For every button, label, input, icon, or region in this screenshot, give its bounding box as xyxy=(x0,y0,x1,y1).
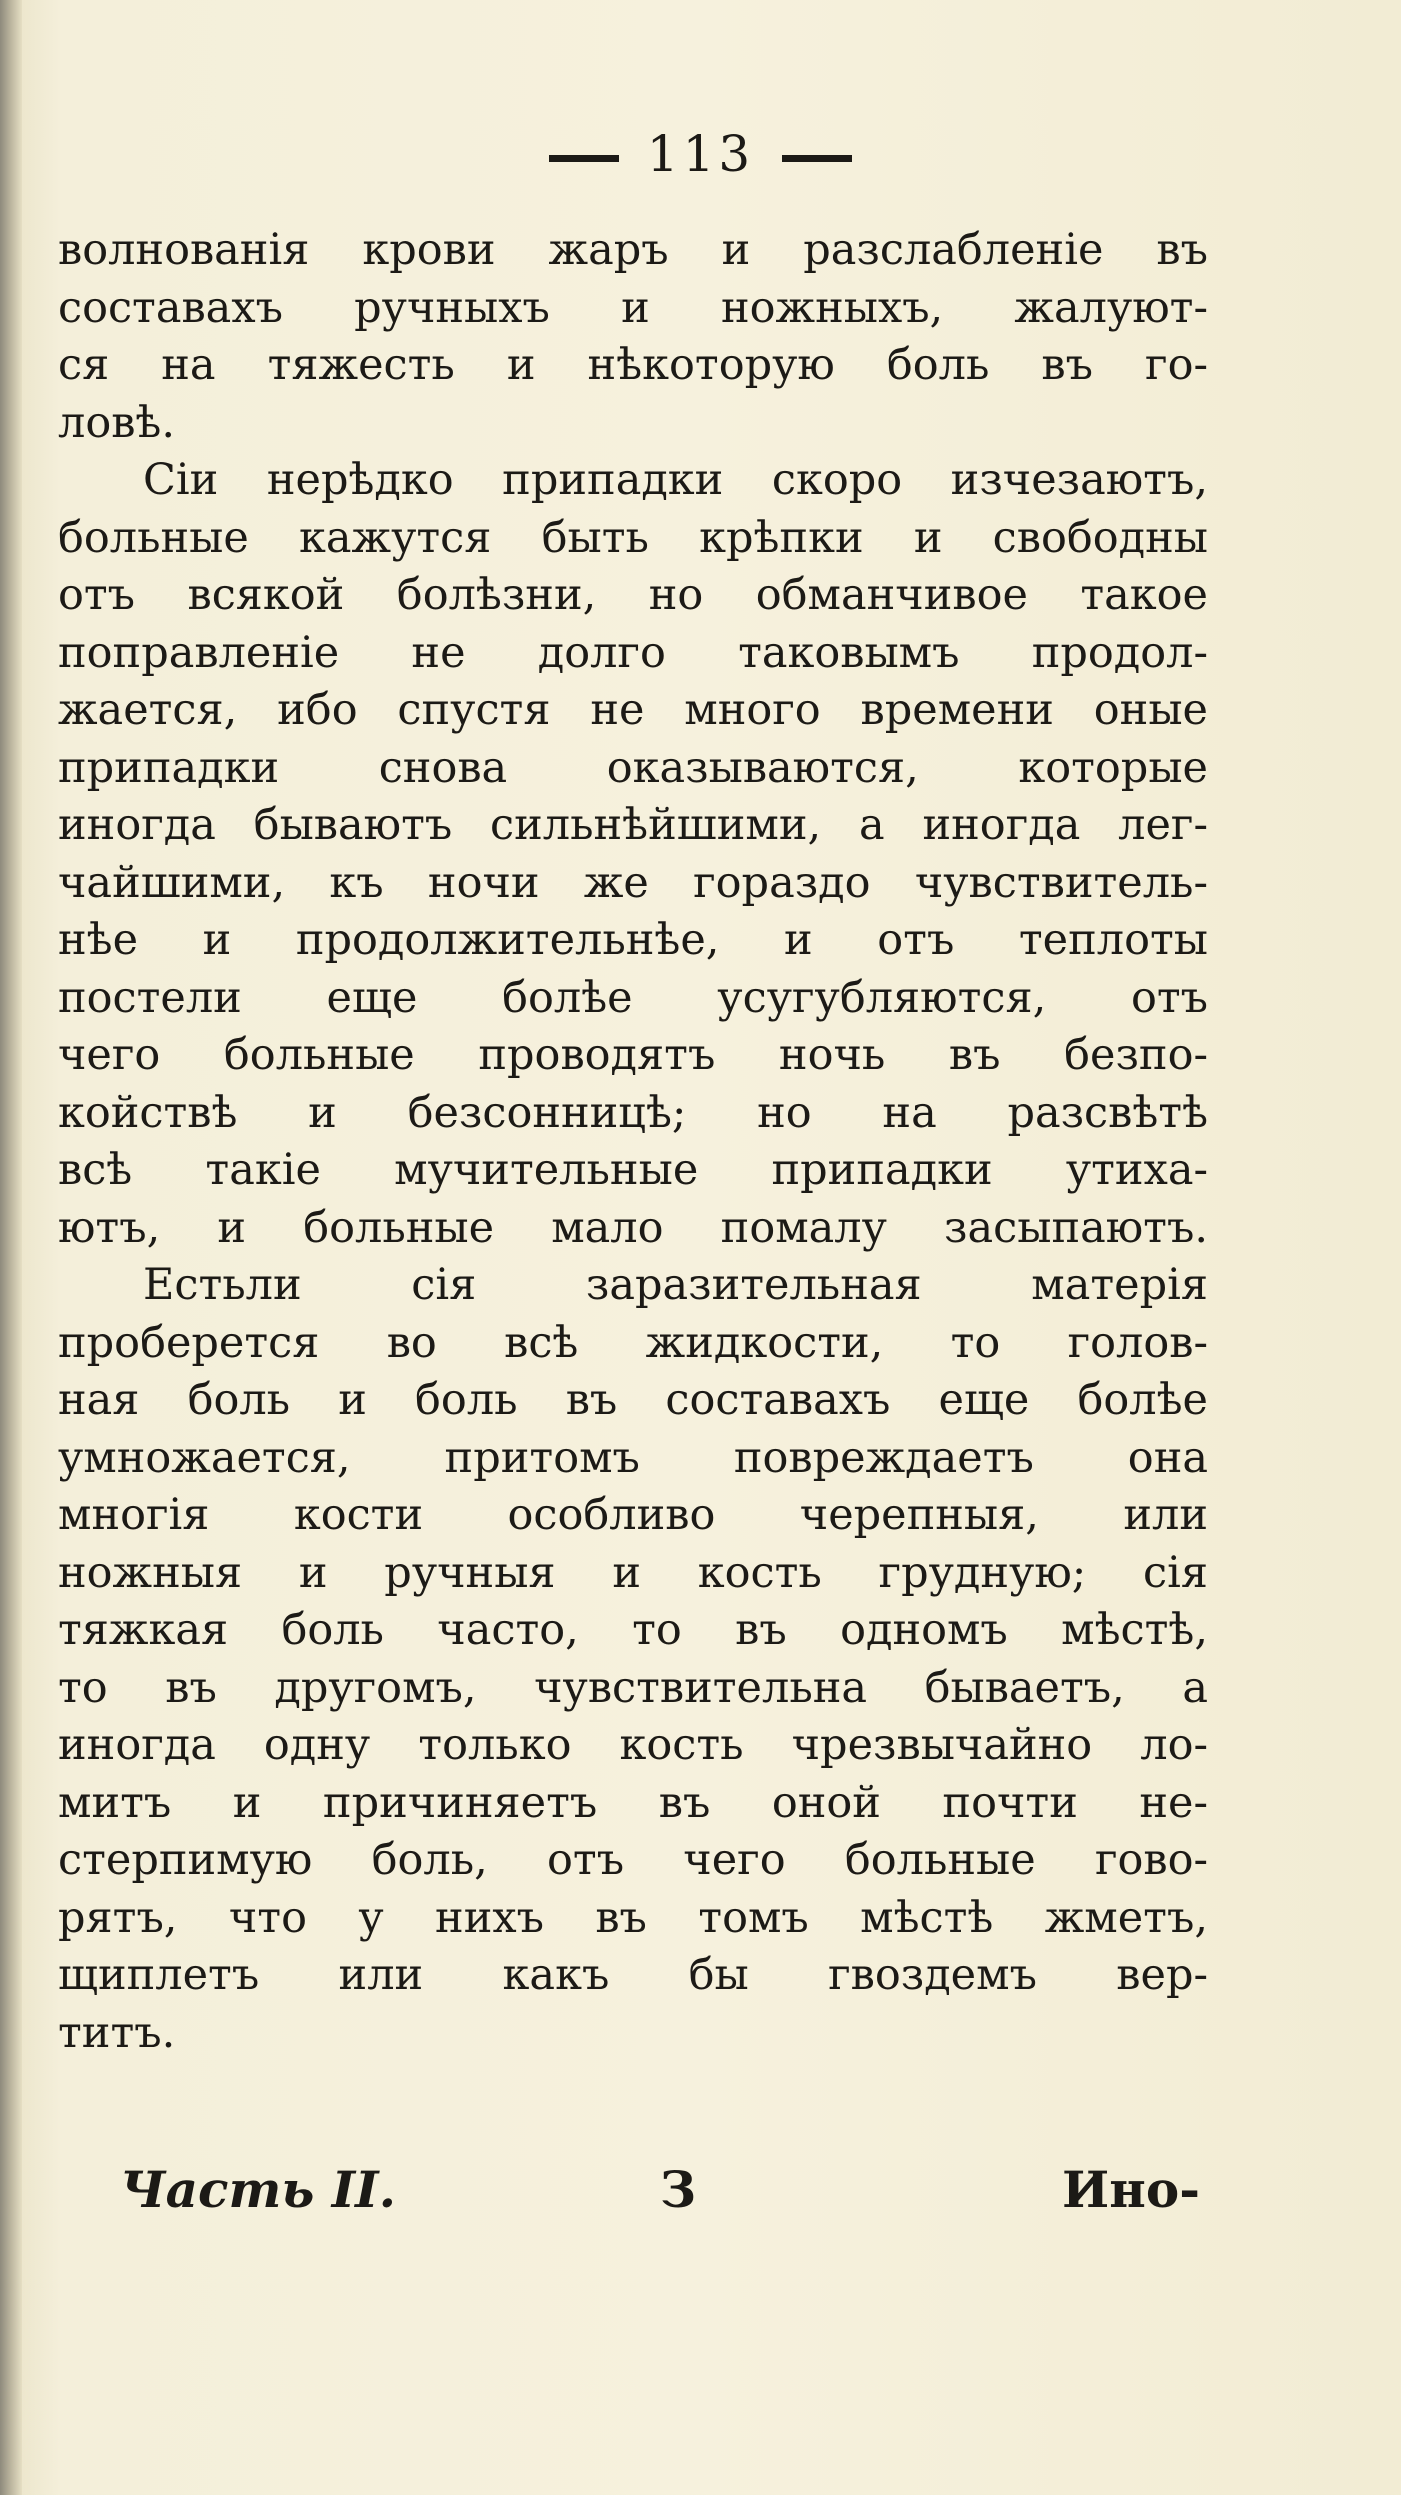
text-line: ная боль и боль въ составахъ еще болѣе xyxy=(58,1375,1208,1425)
page-footer xyxy=(120,2160,1200,2230)
text-line: поправленіе не долго таковымъ продол- xyxy=(58,627,1208,678)
header-dash-left xyxy=(549,155,619,162)
text-line: жается, ибо спустя не много времени оные xyxy=(58,685,1208,735)
text-line: всѣ такіе мучительные припадки утиха- xyxy=(58,1145,1208,1195)
volume-part: Часть II. xyxy=(120,2160,396,2219)
text-line: щиплетъ или какъ бы гвоздемъ вер- xyxy=(58,1950,1208,2000)
text-line: отъ всякой болѣзни, но обманчивое такое xyxy=(58,570,1208,620)
text-line: многія кости особливо черепныя, или xyxy=(58,1490,1208,1540)
text-line: ножныя и ручныя и кость грудную; сія xyxy=(58,1547,1208,1598)
text-line: чайшими, къ ночи же гораздо чувствитель- xyxy=(58,857,1208,908)
text-line: волнованія крови жаръ и разслабленіе въ xyxy=(58,225,1208,275)
page-header xyxy=(0,125,1401,183)
text-line: чего больные проводятъ ночь въ безпо- xyxy=(58,1030,1208,1080)
text-line: койствѣ и безсонницѣ; но на разсвѣтѣ xyxy=(58,1087,1208,1138)
text-line: постели еще болѣе усугубляются, отъ xyxy=(58,972,1208,1023)
text-line: иногда одну только кость чрезвычайно ло- xyxy=(58,1720,1208,1770)
text-line: проберется во всѣ жидкости, то голов- xyxy=(58,1317,1208,1368)
signature-mark: З xyxy=(660,2160,697,2219)
text-line: Естьли сія заразительная матерія xyxy=(143,1260,1208,1310)
text-line: припадки снова оказываются, которые xyxy=(58,742,1208,793)
text-line: умножается, притомъ повреждаетъ она xyxy=(58,1432,1208,1483)
text-line: ютъ, и больные мало помалу засыпаютъ. xyxy=(58,1202,1208,1253)
text-line: тяжкая боль часто, то въ одномъ мѣстѣ, xyxy=(58,1605,1208,1655)
text-line: то въ другомъ, чувствительна бываетъ, а xyxy=(58,1662,1208,1713)
text-line: титъ. xyxy=(58,2007,176,2058)
text-line: рятъ, что у нихъ въ томъ мѣстѣ жметъ, xyxy=(58,1892,1208,1943)
text-line: Сіи нерѣдко припадки скоро изчезаютъ, xyxy=(143,455,1208,505)
body-text xyxy=(58,222,1208,2062)
text-line: составахъ ручныхъ и ножныхъ, жалуют- xyxy=(58,282,1208,333)
text-line: нѣе и продолжительнѣе, и отъ теплоты xyxy=(58,915,1208,965)
text-line: ловѣ. xyxy=(58,397,176,448)
text-line: ся на тяжесть и нѣкоторую боль въ го- xyxy=(58,340,1208,390)
text-line: митъ и причиняетъ въ оной почти не- xyxy=(58,1777,1208,1828)
page-binding-edge xyxy=(0,0,22,2495)
text-line: иногда бываютъ сильнѣйшими, а иногда лег- xyxy=(58,800,1208,850)
header-dash-right xyxy=(782,155,852,162)
catchword: Ино- xyxy=(1062,2160,1200,2219)
page-number: 113 xyxy=(646,125,755,183)
text-line: больные кажутся быть крѣпки и свободны xyxy=(58,512,1208,563)
text-line: стерпимую боль, отъ чего больные гово- xyxy=(58,1835,1208,1885)
